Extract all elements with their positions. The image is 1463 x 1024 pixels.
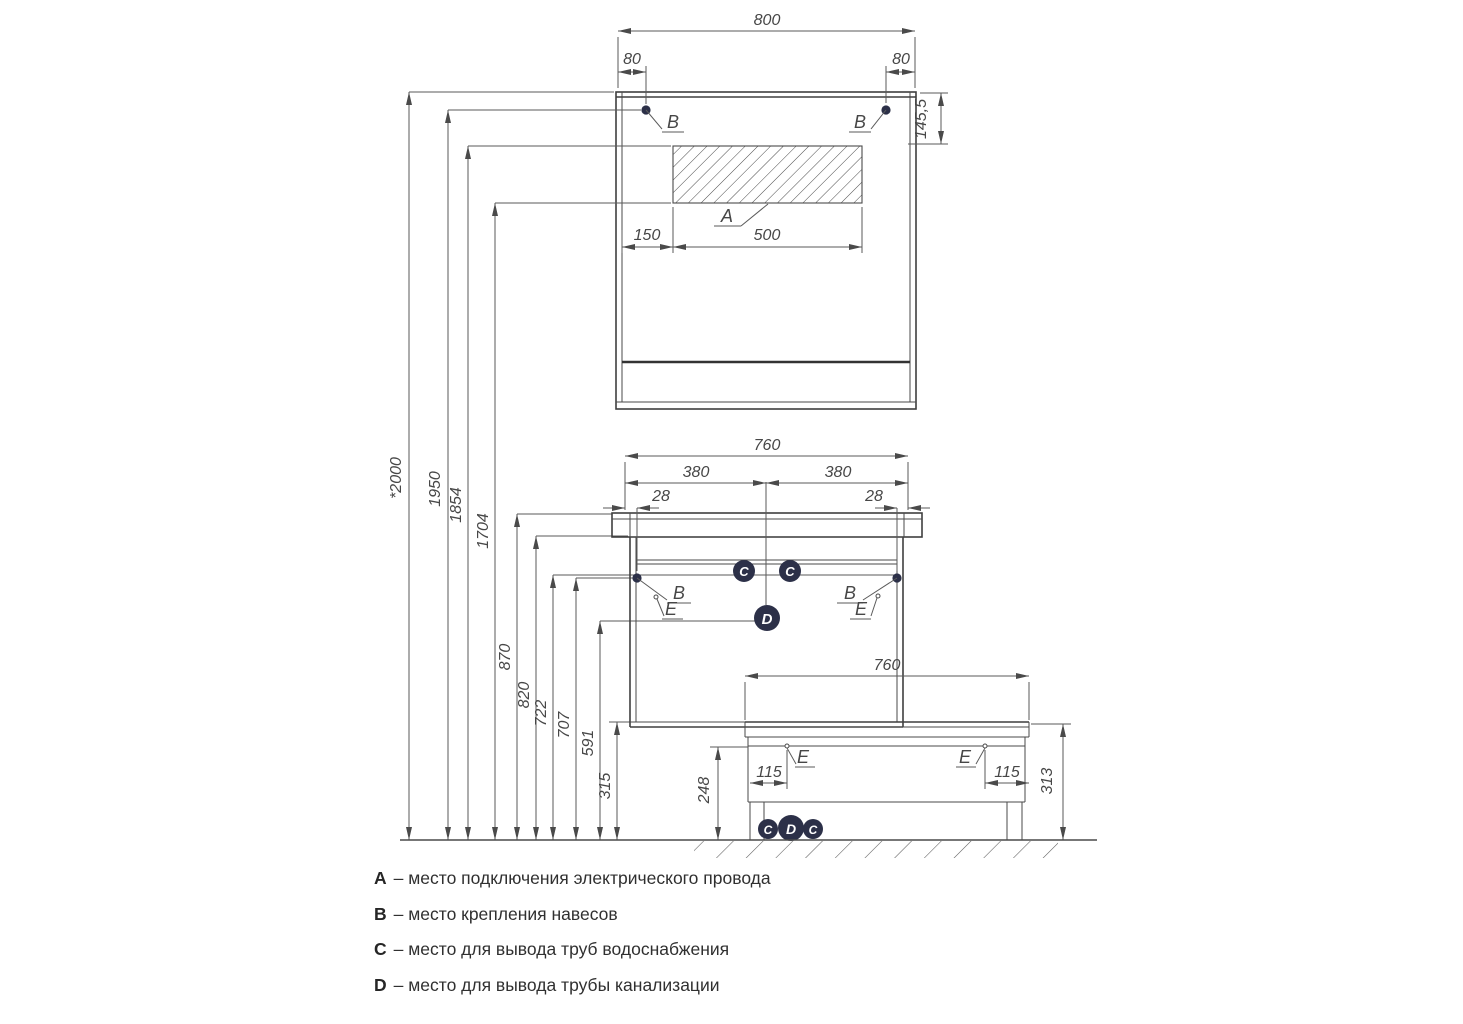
e-dot-right <box>876 594 880 598</box>
legend-item-d <box>374 975 771 1011</box>
dim-hatch-width: 500 <box>753 227 781 244</box>
legend <box>374 868 771 1010</box>
dim-height-cabinet-hooks: 707 <box>556 711 573 739</box>
dim-mirror-top-offset: 145,5 <box>913 98 930 140</box>
dim-mirror-width: 800 <box>753 12 781 29</box>
legend-item-b <box>374 904 771 940</box>
dim-height-cabinet-bottom: 315 <box>597 772 614 800</box>
dim-height-mirror-hooks: 1950 <box>427 471 444 507</box>
legend-item-a <box>374 868 771 904</box>
legend-text-d: – место для вывода трубы канализации <box>393 974 720 995</box>
dim-cabinet-half-right: 380 <box>824 464 852 481</box>
label-c-right: C <box>785 564 795 579</box>
dim-hatch-left: 150 <box>633 227 661 244</box>
mirror-hook-markers <box>641 105 890 132</box>
dim-base-e-left: 115 <box>756 764 782 781</box>
label-e-cabinet-right: E <box>854 599 868 619</box>
ground-line <box>400 840 1097 858</box>
dim-base-height-e: 248 <box>696 776 713 804</box>
legend-key-b: B <box>374 903 387 924</box>
dim-height-total: *2000 <box>388 457 405 499</box>
dim-base-e-right: 115 <box>994 764 1020 781</box>
label-b-mirror-left: B <box>666 112 680 132</box>
floor-label-c-right: C <box>808 823 818 837</box>
e-dot-left <box>654 595 658 599</box>
label-b-cabinet-right: B <box>843 583 857 603</box>
dim-height-hatch-bottom: 1704 <box>475 513 492 549</box>
mirror-cabinet-outline <box>616 92 916 409</box>
dim-height-cabinet-top: 820 <box>516 681 533 709</box>
label-b-cabinet-left: B <box>672 583 686 603</box>
legend-text-a: – место подключения электрического провода <box>393 868 771 888</box>
legend-key-d: D <box>374 974 387 995</box>
dim-cabinet-hook-right: 28 <box>865 488 883 505</box>
dim-cabinet-half-left: 380 <box>682 464 710 481</box>
dim-height-countertop: 870 <box>497 643 514 671</box>
floor-label-d: D <box>785 821 797 837</box>
label-e-base-right: E <box>958 747 972 767</box>
electrical-area-hatch <box>673 146 862 203</box>
dim-height-hatch-top: 1854 <box>448 487 465 523</box>
dim-mirror-hook-right: 80 <box>892 51 910 68</box>
dim-cabinet-width: 760 <box>753 437 781 454</box>
label-b-mirror-right: B <box>853 112 867 132</box>
label-d: D <box>761 611 773 628</box>
dim-base-width: 760 <box>873 657 901 674</box>
label-c-left: C <box>739 564 749 579</box>
legend-item-c <box>374 939 771 975</box>
vanity-markers <box>632 482 901 631</box>
label-a: A <box>720 206 734 226</box>
legend-text-c: – место для вывода труб водоснабжения <box>393 939 730 959</box>
label-e-cabinet-left: E <box>664 599 678 619</box>
label-a-leader <box>714 204 768 226</box>
legend-text-b: – место крепления навесов <box>393 903 618 924</box>
e-dot-base-right <box>983 744 987 748</box>
dim-cabinet-hook-left: 28 <box>652 488 670 505</box>
dim-base-height-total: 313 <box>1039 767 1056 795</box>
legend-key-c: C <box>374 939 387 959</box>
floor-label-c-left: C <box>763 823 773 837</box>
legend-key-a: A <box>374 868 387 888</box>
dim-height-water-supply: 722 <box>533 699 550 727</box>
base-unit-annotations <box>696 657 1071 841</box>
label-e-base-left: E <box>796 747 810 767</box>
dim-height-drain: 591 <box>580 729 597 757</box>
e-dot-base-left <box>785 744 789 748</box>
dim-mirror-hook-left: 80 <box>623 51 641 68</box>
